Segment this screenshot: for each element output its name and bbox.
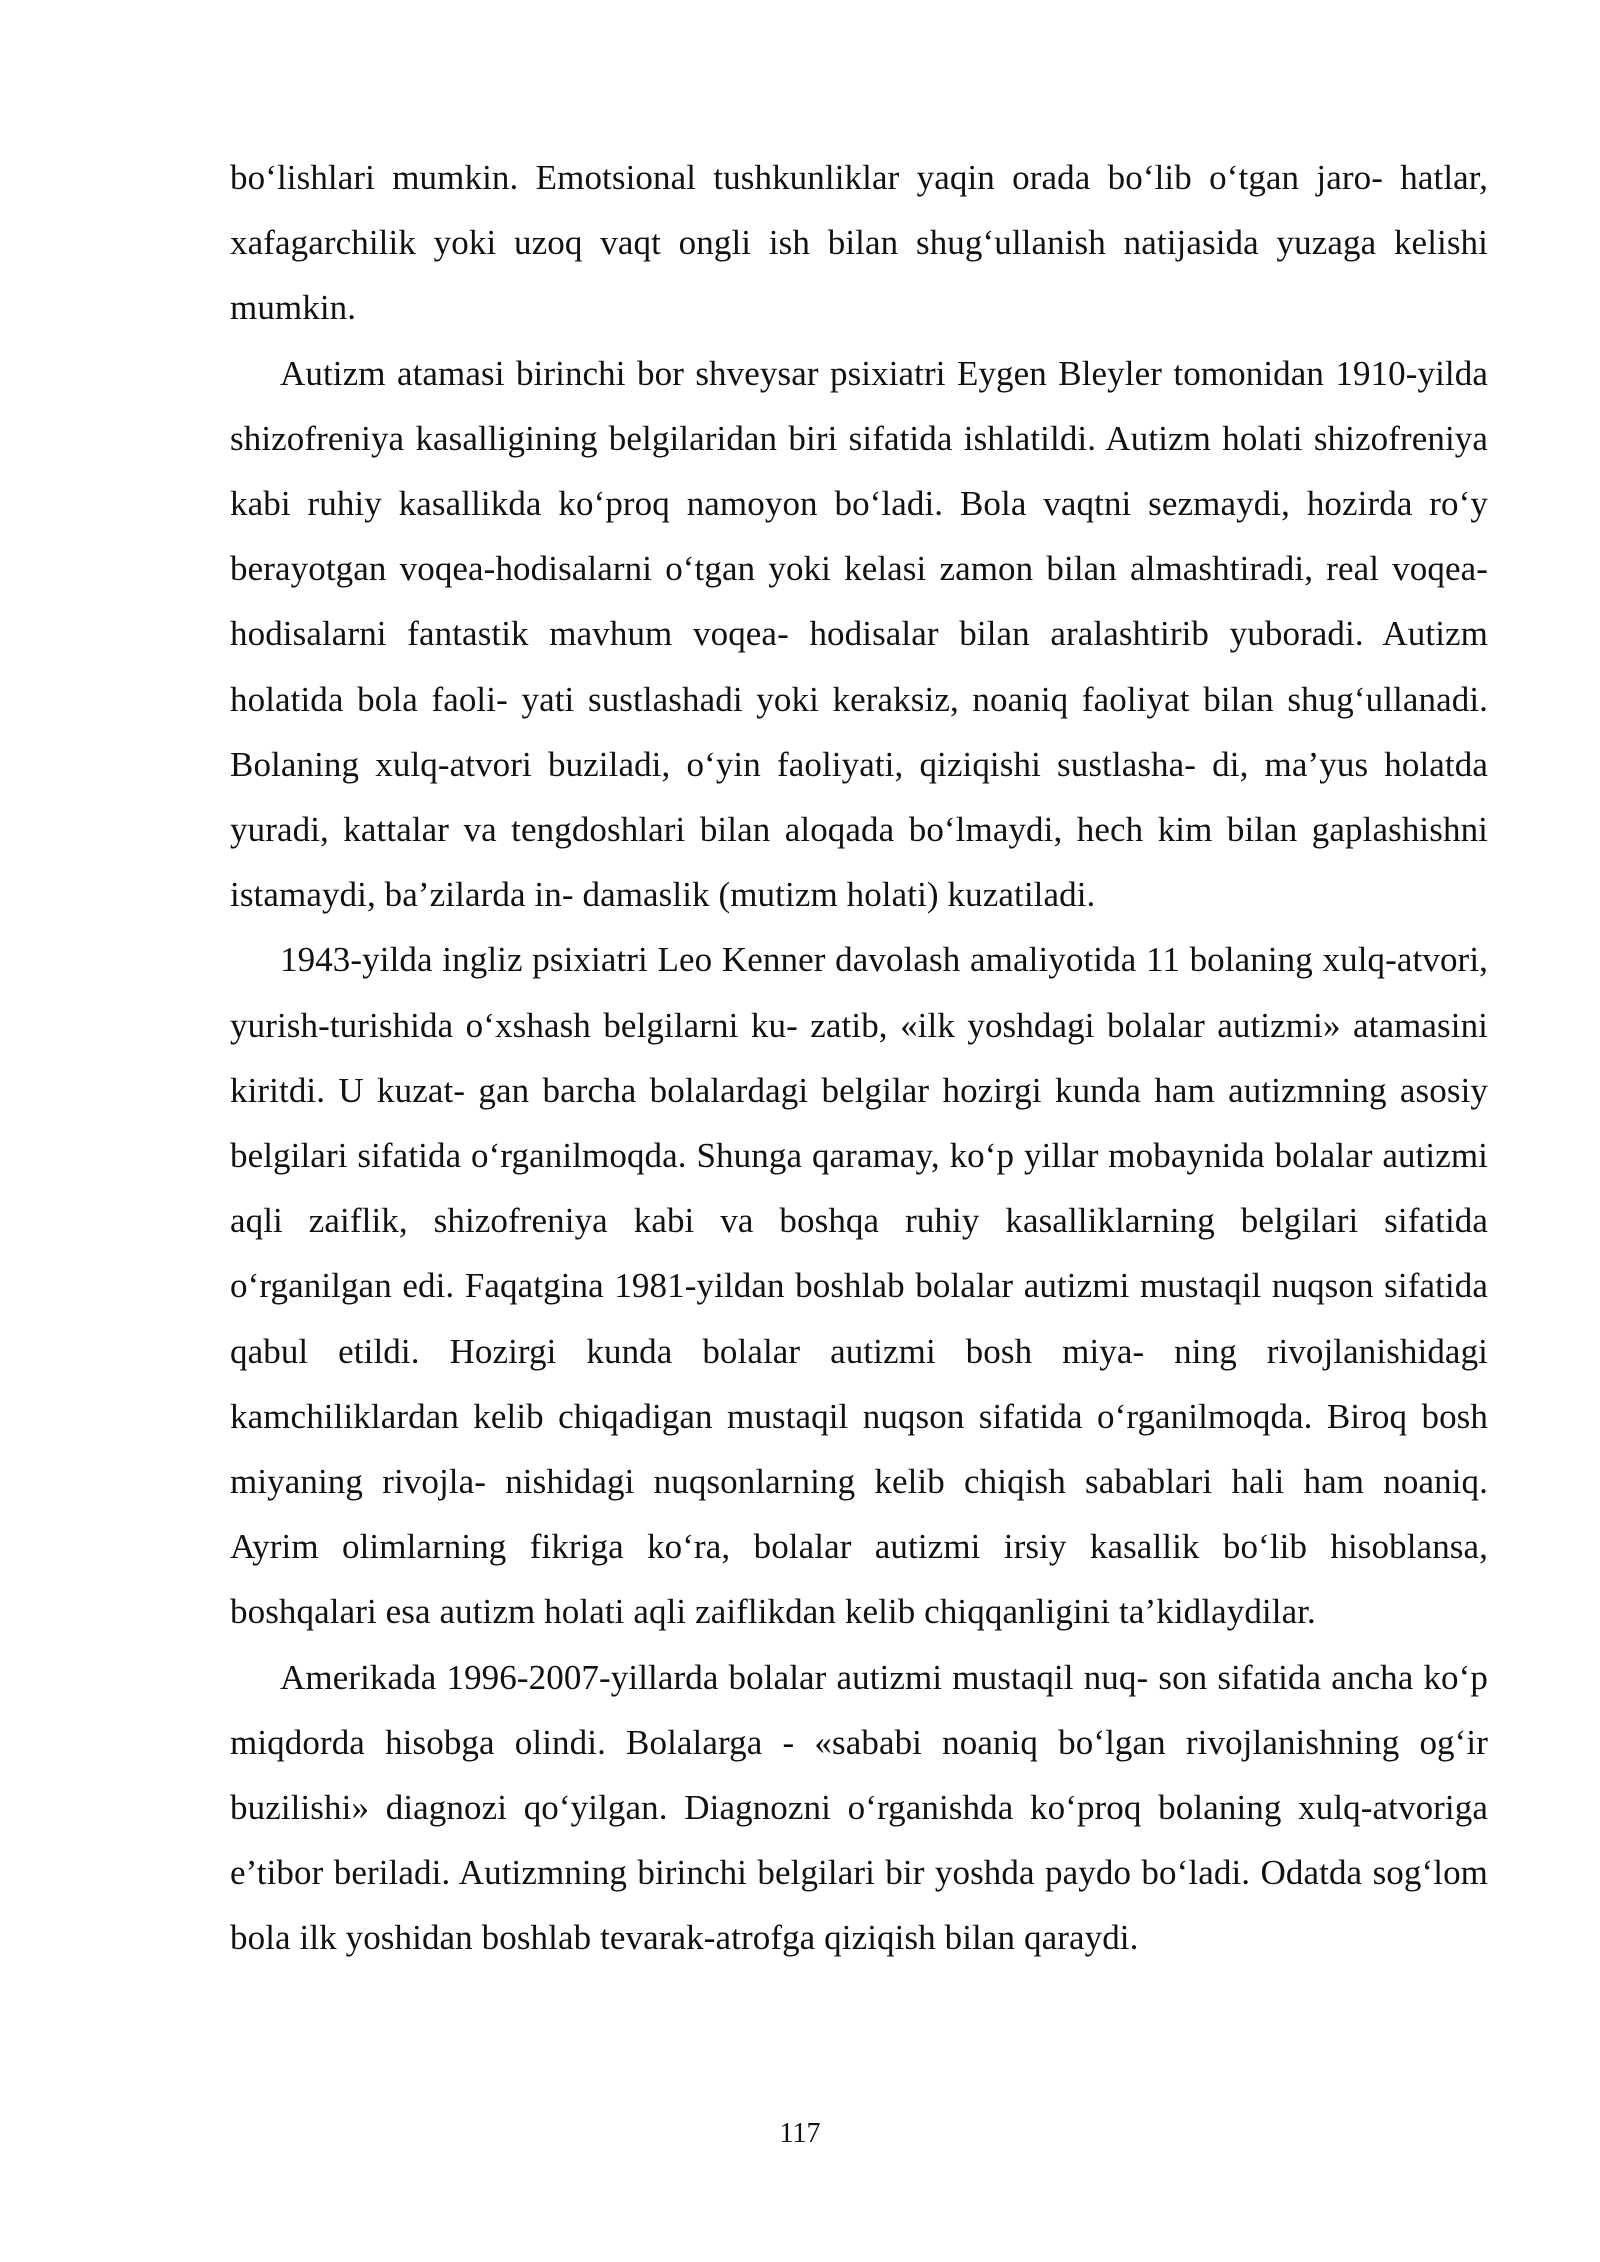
- body-text: [230, 145, 1488, 1971]
- paragraph-4: Amerikada 1996-2007-yillarda bolalar autizmi mustaqil nuq- son sifatida ancha ko‘p miqdorda hisobga olindi. Bolalarga - «sababi noaniq bo‘lgan rivojlanishning og‘ir buzilishi» diagnozi qo‘yilgan. Diagnozni o‘rganishda ko‘proq bolaning xulq-atvoriga e’tibor beriladi. Autizmning birinchi belgilari bir yoshda paydo bo‘ladi. Odatda sog‘lom bola ilk yoshidan boshlab tevarak-atrofga qiziqish bilan qaraydi.: [230, 1657, 1488, 1958]
- paragraph-1: bo‘lishlari mumkin. Emotsional tushkunliklar yaqin orada bo‘lib o‘tgan jaro- hatlar, xafagarchilik yoki uzoq vaqt ongli ish bilan shug‘ullanish natijasida yuzaga kelishi mumkin.: [230, 158, 1488, 328]
- paragraph-2: Autizm atamasi birinchi bor shveysar psixiatri Eygen Bleyler tomonidan 1910-yilda shizofreniya kasalligining belgilaridan biri sifatida ishlatildi. Autizm holati shizofreniya kabi ruhiy kasallikda ko‘proq namoyon bo‘ladi. Bola vaqtni sezmaydi, hozirda ro‘y berayotgan voqea-hodisalarni o‘tgan yoki kelasi zamon bilan almashtiradi, real voqea-hodisalarni fantastik mavhum voqea- hodisalar bilan aralashtirib yuboradi. Autizm holatida bola faoli- yati sustlashadi yoki keraksiz, noaniq faoliyat bilan shug‘ullanadi. Bolaning xulq-atvori buziladi, o‘yin faoliyati, qiziqishi sustlasha- di, ma’yus holatda yuradi, kattalar va tengdoshlari bilan aloqada bo‘lmaydi, hech kim bilan gaplashishni istamaydi, ba’zilarda in- damaslik (mutizm holati) kuzatiladi.: [230, 353, 1488, 915]
- page-number: 117: [779, 2118, 821, 2149]
- paragraph-3: 1943-yilda ingliz psixiatri Leo Kenner davolash amaliyotida 11 bolaning xulq-atvori, yurish-turishida o‘xshash belgilarni ku- zatib, «ilk yoshdagi bolalar autizmi» atamasini kiritdi. U kuzat- gan barcha bolalardagi belgilar hozirgi kunda ham autizmning asosiy belgilari sifatida o‘rganilmoqda. Shunga qaramay, ko‘p yillar mobaynida bolalar autizmi aqli zaiflik, shizofreniya kabi va boshqa ruhiy kasalliklarning belgilari sifatida o‘rganilgan edi. Faqatgina 1981-yildan boshlab bolalar autizmi mustaqil nuqson sifatida qabul etildi. Hozirgi kunda bolalar autizmi bosh miya- ning rivojlanishidagi kamchiliklardan kelib chiqadigan mustaqil nuqson sifatida o‘rganilmoqda. Biroq bosh miyaning rivojla- nishidagi nuqsonlarning kelib chiqish sabablari hali ham noaniq. Ayrim olimlarning fikriga ko‘ra, bolalar autizmi irsiy kasallik bo‘lib hisoblansa, boshqalari esa autizm holati aqli zaiflikdan kelib chiqqanligini ta’kidlaydilar.: [230, 940, 1488, 1632]
